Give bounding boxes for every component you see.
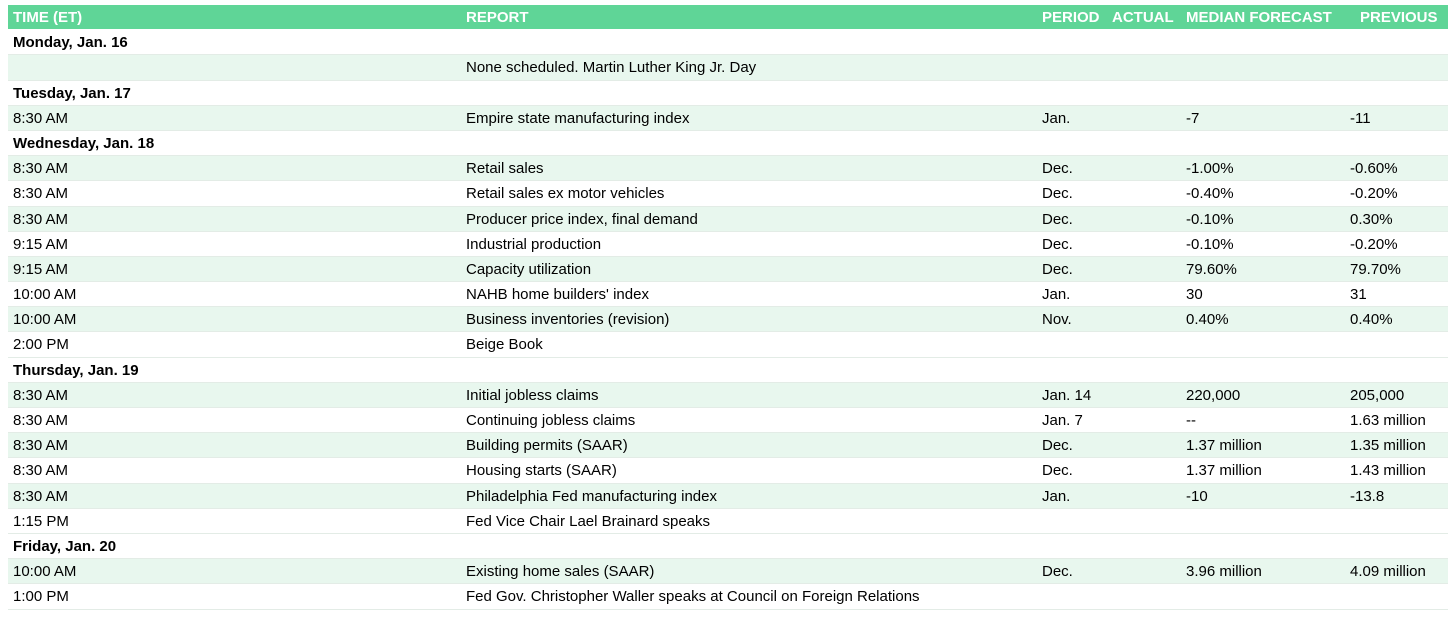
cell-time: 8:30 AM [13,386,69,404]
cell-previous: 205,000 [1350,386,1405,404]
cell-report: Fed Vice Chair Lael Brainard speaks [466,512,711,530]
cell-time: 8:30 AM [13,185,69,203]
cell-report: Retail sales [466,160,544,178]
cell-period: Dec. [1042,260,1073,278]
cell-report: Industrial production [466,235,602,253]
economic-calendar-table [8,5,1448,610]
cell-median-forecast: -7 [1186,109,1200,127]
header-time: TIME (ET) [13,9,83,26]
cell-period: Dec. [1042,462,1073,480]
table-row [8,509,1448,534]
cell-previous: -13.8 [1350,487,1385,505]
cell-previous: 1.43 million [1350,462,1426,480]
cell-median-forecast: -10 [1186,487,1208,505]
cell-time: 8:30 AM [13,412,69,429]
cell-previous: 1.63 million [1350,412,1426,429]
table-row [8,559,1448,584]
table-header [8,5,1448,30]
cell-median-forecast: 1.37 million [1186,437,1262,455]
cell-report: Capacity utilization [466,260,592,278]
cell-report: None scheduled. Martin Luther King Jr. Day [466,59,757,77]
cell-time: 10:00 AM [13,311,77,329]
table-row [8,383,1448,408]
cell-period: Dec. [1042,160,1073,178]
table-row [8,106,1448,131]
cell-median-forecast: 79.60% [1186,260,1237,278]
cell-time: 8:30 AM [13,462,69,480]
cell-median-forecast: 220,000 [1186,386,1241,404]
cell-time: 8:30 AM [13,109,69,127]
cell-report: Empire state manufacturing index [466,109,690,127]
cell-previous: -11 [1350,109,1371,127]
cell-period: Dec. [1042,563,1073,581]
header-previous: PREVIOUS [1360,9,1438,26]
table-row [8,282,1448,307]
cell-time: 2:00 PM [13,336,69,354]
cell-median-forecast: -1.00% [1186,160,1234,178]
table-row [8,408,1448,433]
cell-median-forecast: 3.96 million [1186,563,1262,581]
cell-time: 1:15 PM [13,512,69,530]
cell-previous: 4.09 million [1350,563,1426,581]
cell-report: Retail sales ex motor vehicles [466,185,665,203]
cell-previous: 0.30% [1350,210,1393,228]
cell-period: Jan. 14 [1042,386,1092,404]
day-label: Thursday, Jan. 19 [13,361,139,379]
table-row [8,458,1448,483]
cell-median-forecast: -0.10% [1186,210,1234,228]
header-period: PERIOD [1042,9,1100,26]
table-row [8,433,1448,458]
day-label: Wednesday, Jan. 18 [13,134,155,152]
cell-time: 8:30 AM [13,160,69,178]
cell-period: Jan. [1042,109,1071,127]
table-row [8,232,1448,257]
day-label: Friday, Jan. 20 [13,537,117,555]
cell-median-forecast: -0.40% [1186,185,1234,203]
header-report: REPORT [466,9,529,26]
cell-period: Nov. [1042,311,1072,329]
cell-period: Dec. [1042,437,1073,455]
cell-median-forecast: 0.40% [1186,311,1229,329]
cell-time: 10:00 AM [13,286,77,304]
cell-period: Jan. [1042,487,1071,505]
day-label: Tuesday, Jan. 17 [13,84,131,102]
cell-report: Existing home sales (SAAR) [466,563,655,581]
cell-median-forecast: 30 [1186,286,1203,304]
cell-report: Producer price index, final demand [466,210,698,228]
cell-time: 8:30 AM [13,437,69,455]
cell-time: 8:30 AM [13,210,69,228]
cell-report: Philadelphia Fed manufacturing index [466,487,717,505]
table-row [8,332,1448,357]
cell-median-forecast: -- [1186,412,1196,429]
table-row [8,55,1448,80]
cell-report: Housing starts (SAAR) [466,462,617,480]
cell-time: 9:15 AM [13,260,69,278]
cell-report: Fed Gov. Christopher Waller speaks at Council on Foreign Relations [466,588,920,606]
cell-previous: -0.20% [1350,185,1398,203]
cell-period: Dec. [1042,185,1073,203]
cell-period: Dec. [1042,235,1073,253]
cell-report: Continuing jobless claims [466,412,636,429]
cell-report: Beige Book [466,336,543,354]
cell-report: Business inventories (revision) [466,311,670,329]
day-header-row [8,131,1448,156]
table-row [8,207,1448,232]
table-row [8,307,1448,332]
table-row [8,584,1448,609]
cell-time: 8:30 AM [13,487,69,505]
table-row [8,484,1448,509]
cell-previous: -0.20% [1350,235,1398,253]
table-row [8,257,1448,282]
header-median-forecast: MEDIAN FORECAST [1186,9,1332,26]
cell-previous: 79.70% [1350,260,1401,278]
cell-time: 9:15 AM [13,235,69,253]
header-actual: ACTUAL [1112,9,1174,26]
cell-time: 10:00 AM [13,563,77,581]
cell-report: NAHB home builders' index [466,286,649,304]
cell-time: 1:00 PM [13,588,69,606]
cell-period: Dec. [1042,210,1073,228]
cell-previous: 0.40% [1350,311,1393,329]
cell-report: Building permits (SAAR) [466,437,628,455]
day-header-row [8,358,1448,383]
day-header-row [8,534,1448,559]
cell-period: Jan. 7 [1042,412,1083,429]
cell-median-forecast: 1.37 million [1186,462,1262,480]
cell-previous: 31 [1350,286,1367,304]
cell-previous: -0.60% [1350,160,1398,178]
cell-period: Jan. [1042,286,1071,304]
day-label: Monday, Jan. 16 [13,34,128,52]
day-header-row [8,30,1448,55]
cell-median-forecast: -0.10% [1186,235,1234,253]
cell-previous: 1.35 million [1350,437,1426,455]
day-header-row [8,81,1448,106]
table-row [8,181,1448,206]
table-row [8,156,1448,181]
table-body [8,30,1448,609]
cell-report: Initial jobless claims [466,386,599,404]
